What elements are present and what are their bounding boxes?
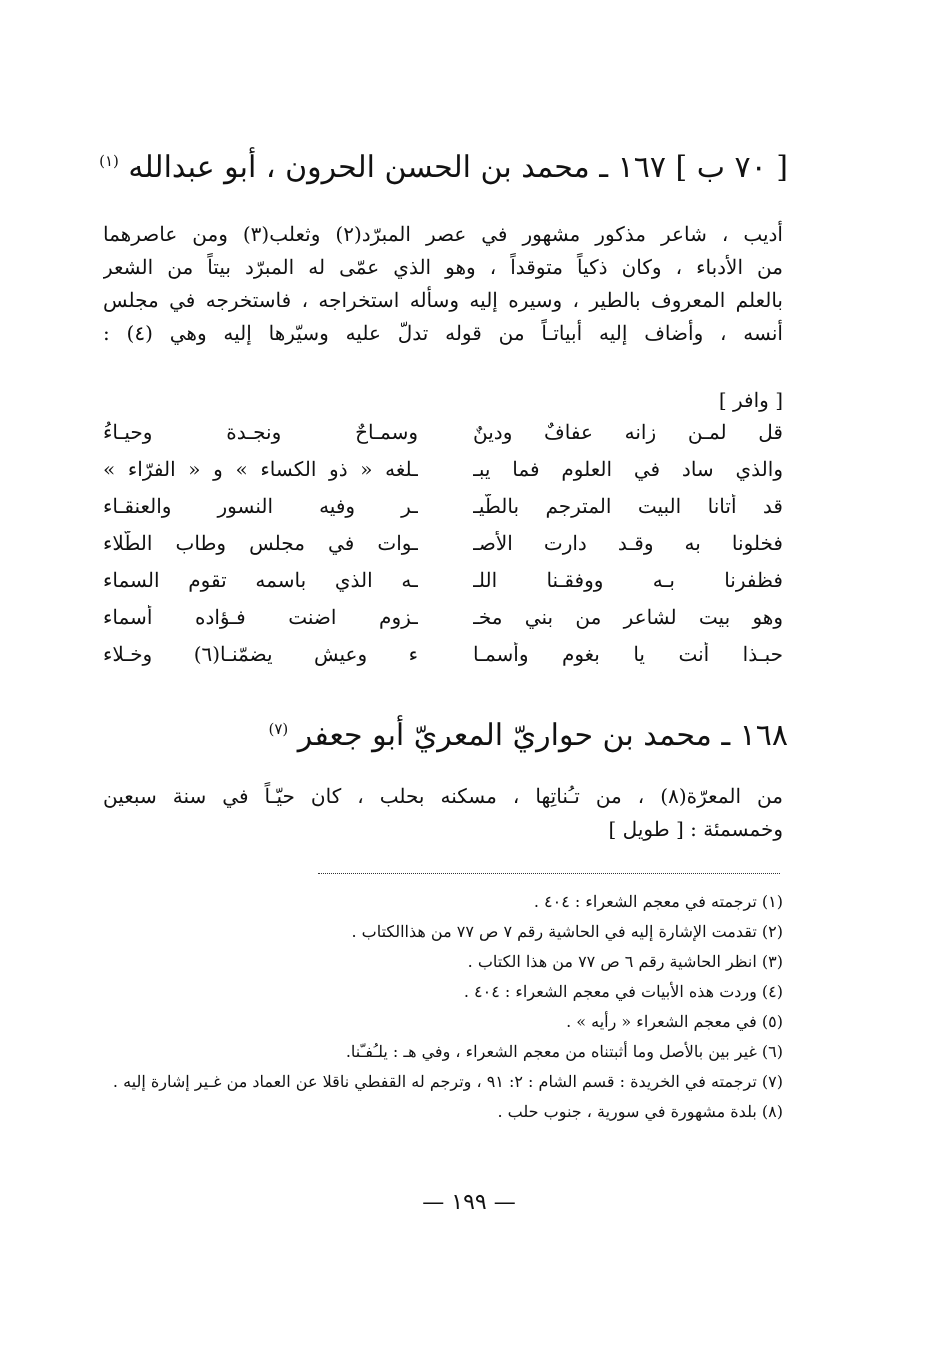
verse-first-hemistich: فظفرنا بـه ووفقـنا اللـ (473, 568, 783, 592)
paragraph-line: أديب ، شاعر مذكور مشهور في عصر المبرّد(٢) وثعلب(٣) ومن عاصرهما (103, 222, 783, 246)
verse-second-hemistich: ء وعيش يضمّنـا(٦) وخـلاء (103, 642, 418, 666)
verse-second-hemistich: ـر وفيه النسور والعنقـاء (103, 494, 418, 518)
footnote: (٧) ترجمته في الخريدة : قسم الشام : ٢: ٩١ ، وترجم له القفطي ناقلا عن العماد من غـير إشارة إليه . (112, 1072, 783, 1091)
entry-168-heading (148, 718, 788, 753)
verse-first-hemistich: والذي ساد في العلوم فما يبـ (473, 457, 783, 481)
verse (103, 642, 783, 679)
verse-second-hemistich: ـزوم اضنت فـؤاده أسماء (103, 605, 418, 629)
entry-167-title: [ ٧٠ ب ] ١٦٧ ـ محمد بن الحسن الحرون ، أبو عبدالله (128, 150, 788, 185)
entry-168-footnote-ref: (٧) (268, 720, 289, 738)
footnote: (١) ترجمته في معجم الشعراء : ٤٠٤ . (533, 892, 783, 911)
paragraph-line: من الأدباء ، وكان ذكياً متوقداً ، وهو الذي عمّى له المبرّد بيتاً من الشعر (103, 255, 783, 279)
verse (103, 605, 783, 642)
verse-second-hemistich: ـلغه « ذو الكساء » و « الفرّاء » (103, 457, 418, 481)
footnote-divider (318, 873, 780, 874)
footnote: (٢) تقدمت الإشارة إليه في الحاشية رقم ٧ ص ٧٧ من هذاالكتاب . (351, 922, 783, 941)
entry-167-paragraph (103, 218, 783, 350)
footnote: (٥) في معجم الشعراء « رأيه » . (566, 1012, 783, 1031)
verse-first-hemistich: حبـذا أنت يا بغوم وأسمـا (473, 642, 783, 666)
paragraph-line: من المعرّة(٨) ، من تـُناتِها ، مسكنه بحلب ، كان حيّـاً في سنة سبعين (103, 784, 783, 808)
footnote: (٣) انظر الحاشية رقم ٦ ص ٧٧ من هذا الكتاب . (467, 952, 783, 971)
page-number: — ١٩٩ — (422, 1190, 516, 1215)
verse-second-hemistich: ـوات في مجلس وطاب الطّلاء (103, 531, 418, 555)
poem-meter: [ وافر ] (718, 388, 783, 412)
verse-first-hemistich: قد أتانا البيت المترجم بالطّيـ (473, 494, 783, 518)
footnote: (٦) غير بين بالأصل وما أثبتناه من معجم الشعراء ، وفي هـ : يلـُفـّنا. (345, 1042, 783, 1061)
verse-first-hemistich: وهو بيت لشاعر من بني مخـ (473, 605, 783, 629)
footnote: (٨) بلدة مشهورة في سورية ، جنوب حلب . (497, 1102, 783, 1121)
paragraph-line: وخمسمئة : [ طويل ] (608, 817, 783, 841)
poem (103, 420, 783, 679)
verse (103, 568, 783, 605)
verse (103, 494, 783, 531)
verse-second-hemistich: وسمـاحٌ ونجـدة وحيـاءُ (103, 420, 418, 444)
verse (103, 531, 783, 568)
verse-first-hemistich: فخلونا به وقـد دارت الأصـ (473, 531, 783, 555)
footnote: (٤) وردت هذه الأبيات في معجم الشعراء : ٤٠٤ . (463, 982, 783, 1001)
footnotes (103, 887, 783, 1127)
verse (103, 457, 783, 494)
paragraph-line: أنسه ، وأضاف إليه أبياتـاً من قوله تدلّ عليه وسيّرها إليه وهي (٤) : (103, 321, 783, 345)
entry-168-paragraph (103, 780, 783, 846)
entry-167-footnote-ref: (١) (99, 152, 119, 170)
paragraph-line: بالعلم المعروف بالطير ، وسيره إليه وسأله استخراجه ، فاستخرجه في مجلس (103, 288, 783, 312)
verse (103, 420, 783, 457)
entry-168-title: ١٦٨ ـ محمد بن حواريّ المعريّ أبو جعفر (297, 718, 788, 753)
entry-167-heading (99, 150, 788, 185)
verse-first-hemistich: قل لمـن زانه عفافٌ ودينٌ (473, 420, 783, 444)
verse-second-hemistich: ـه الذي باسمه تقوم السماء (103, 568, 418, 592)
